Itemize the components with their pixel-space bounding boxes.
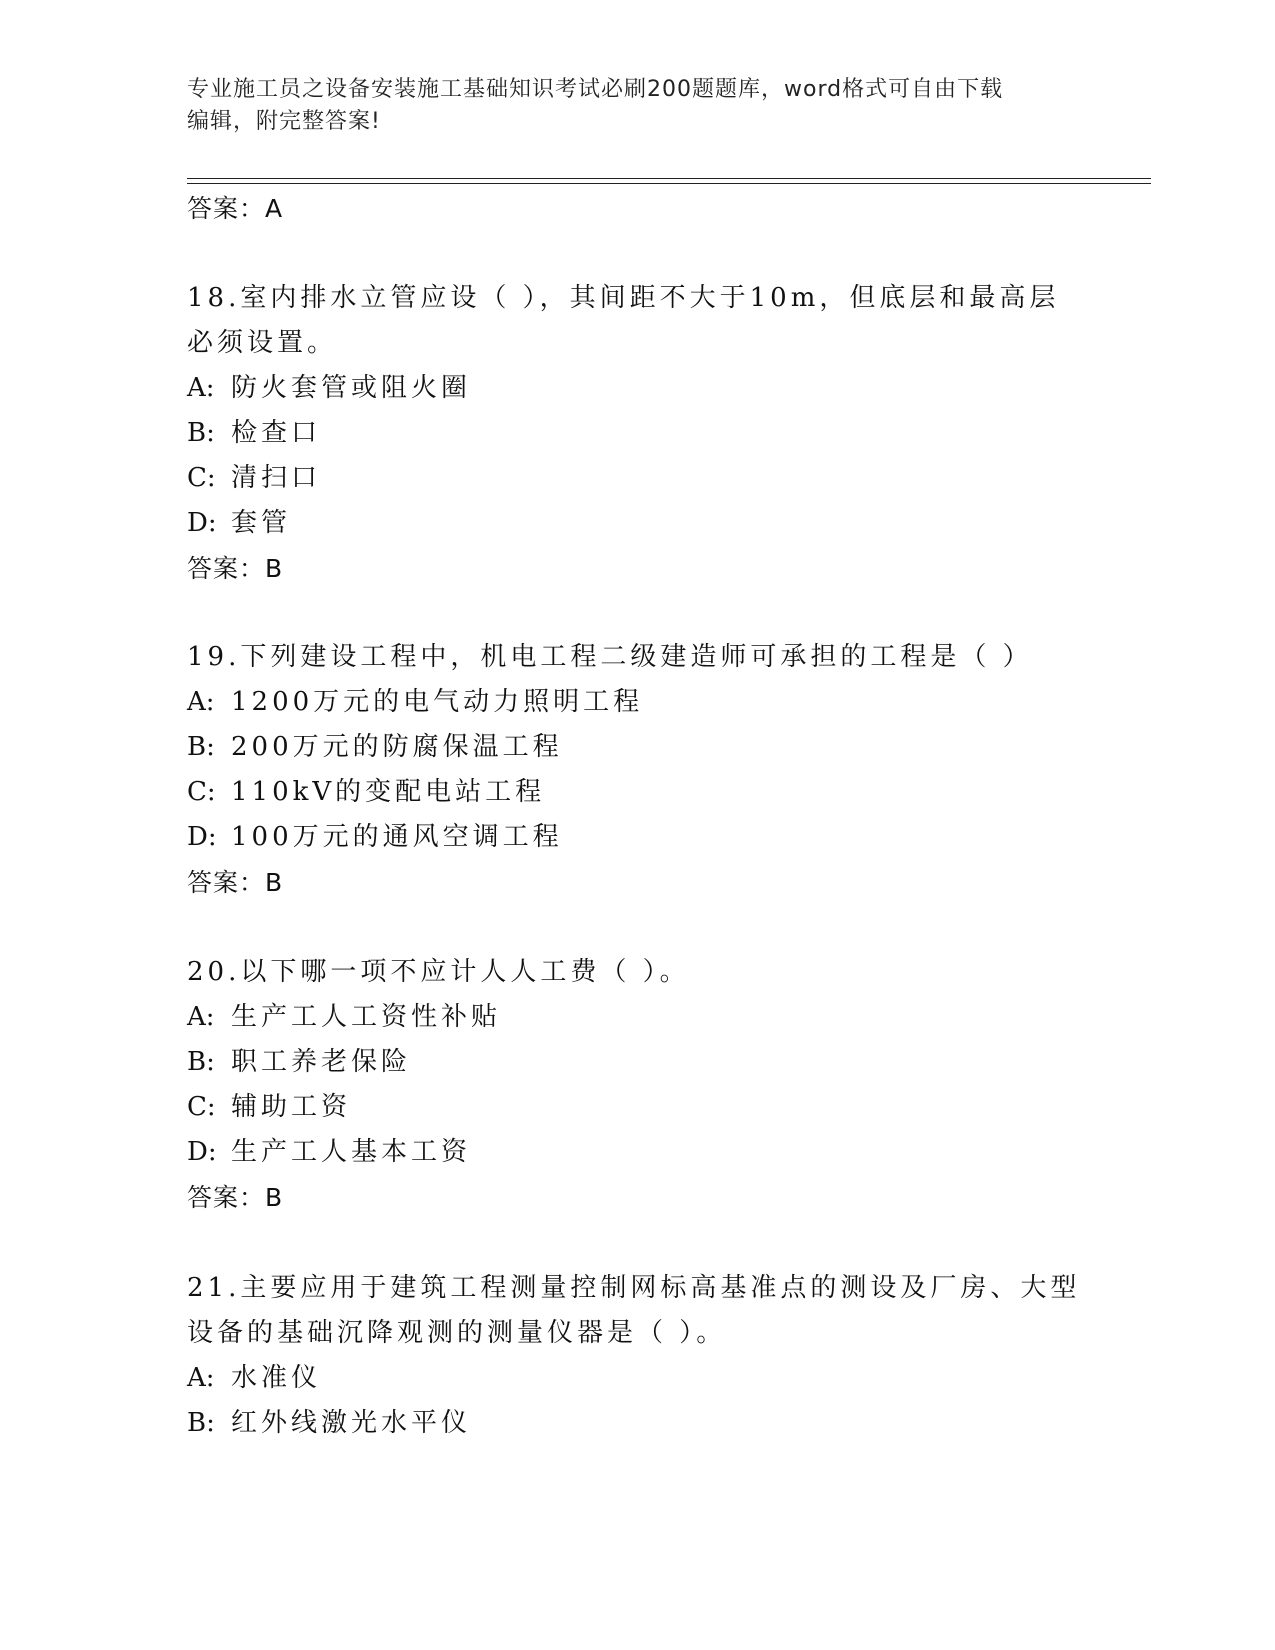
question-19 bbox=[187, 635, 1087, 906]
question-20 bbox=[187, 950, 1087, 1221]
answer-label: 答案：B bbox=[187, 1183, 284, 1212]
previous-answer-block bbox=[187, 186, 1087, 232]
answer-label: 答案：B bbox=[187, 554, 284, 583]
question-text: 21.主要应用于建筑工程测量控制网标高基准点的测设及厂房、大型设备的基础沉降观测的测量仪器是（ ）。 bbox=[187, 1273, 1081, 1348]
answer-label: 答案：B bbox=[187, 868, 284, 897]
question-18 bbox=[187, 276, 1087, 592]
option-a: A: 生产工人工资性补贴 bbox=[187, 1002, 502, 1032]
header-title-line-2: 编辑，附完整答案! bbox=[187, 109, 381, 134]
option-b: B: 检查口 bbox=[187, 418, 322, 448]
option-d: D: 套管 bbox=[187, 508, 292, 538]
option-a: A: 防火套管或阻火圈 bbox=[187, 373, 472, 403]
option-b: B: 红外线激光水平仪 bbox=[187, 1408, 472, 1438]
option-d: D: 生产工人基本工资 bbox=[187, 1137, 472, 1167]
option-a: A: 水准仪 bbox=[187, 1363, 322, 1393]
question-text: 20.以下哪一项不应计人人工费（ ）。 bbox=[187, 957, 690, 987]
document-header bbox=[187, 74, 1087, 138]
option-a: A: 1200万元的电气动力照明工程 bbox=[187, 687, 644, 717]
option-c: C: 110kV的变配电站工程 bbox=[187, 777, 546, 807]
question-text: 19.下列建设工程中，机电工程二级建造师可承担的工程是（ ） bbox=[187, 642, 1033, 672]
option-b: B: 职工养老保险 bbox=[187, 1047, 412, 1077]
option-d: D: 100万元的通风空调工程 bbox=[187, 822, 563, 852]
option-c: C: 清扫口 bbox=[187, 463, 322, 493]
question-text: 18.室内排水立管应设（ ），其间距不大于10m，但底层和最高层必须设置。 bbox=[187, 283, 1060, 358]
answer-label: 答案：A bbox=[187, 194, 284, 223]
option-b: B: 200万元的防腐保温工程 bbox=[187, 732, 563, 762]
option-c: C: 辅助工资 bbox=[187, 1092, 352, 1122]
header-divider-bottom bbox=[187, 183, 1151, 184]
header-divider-top bbox=[187, 178, 1151, 179]
question-21 bbox=[187, 1266, 1087, 1446]
header-title-line-1: 专业施工员之设备安装施工基础知识考试必刷200题题库，word格式可自由下载 bbox=[187, 77, 1004, 102]
